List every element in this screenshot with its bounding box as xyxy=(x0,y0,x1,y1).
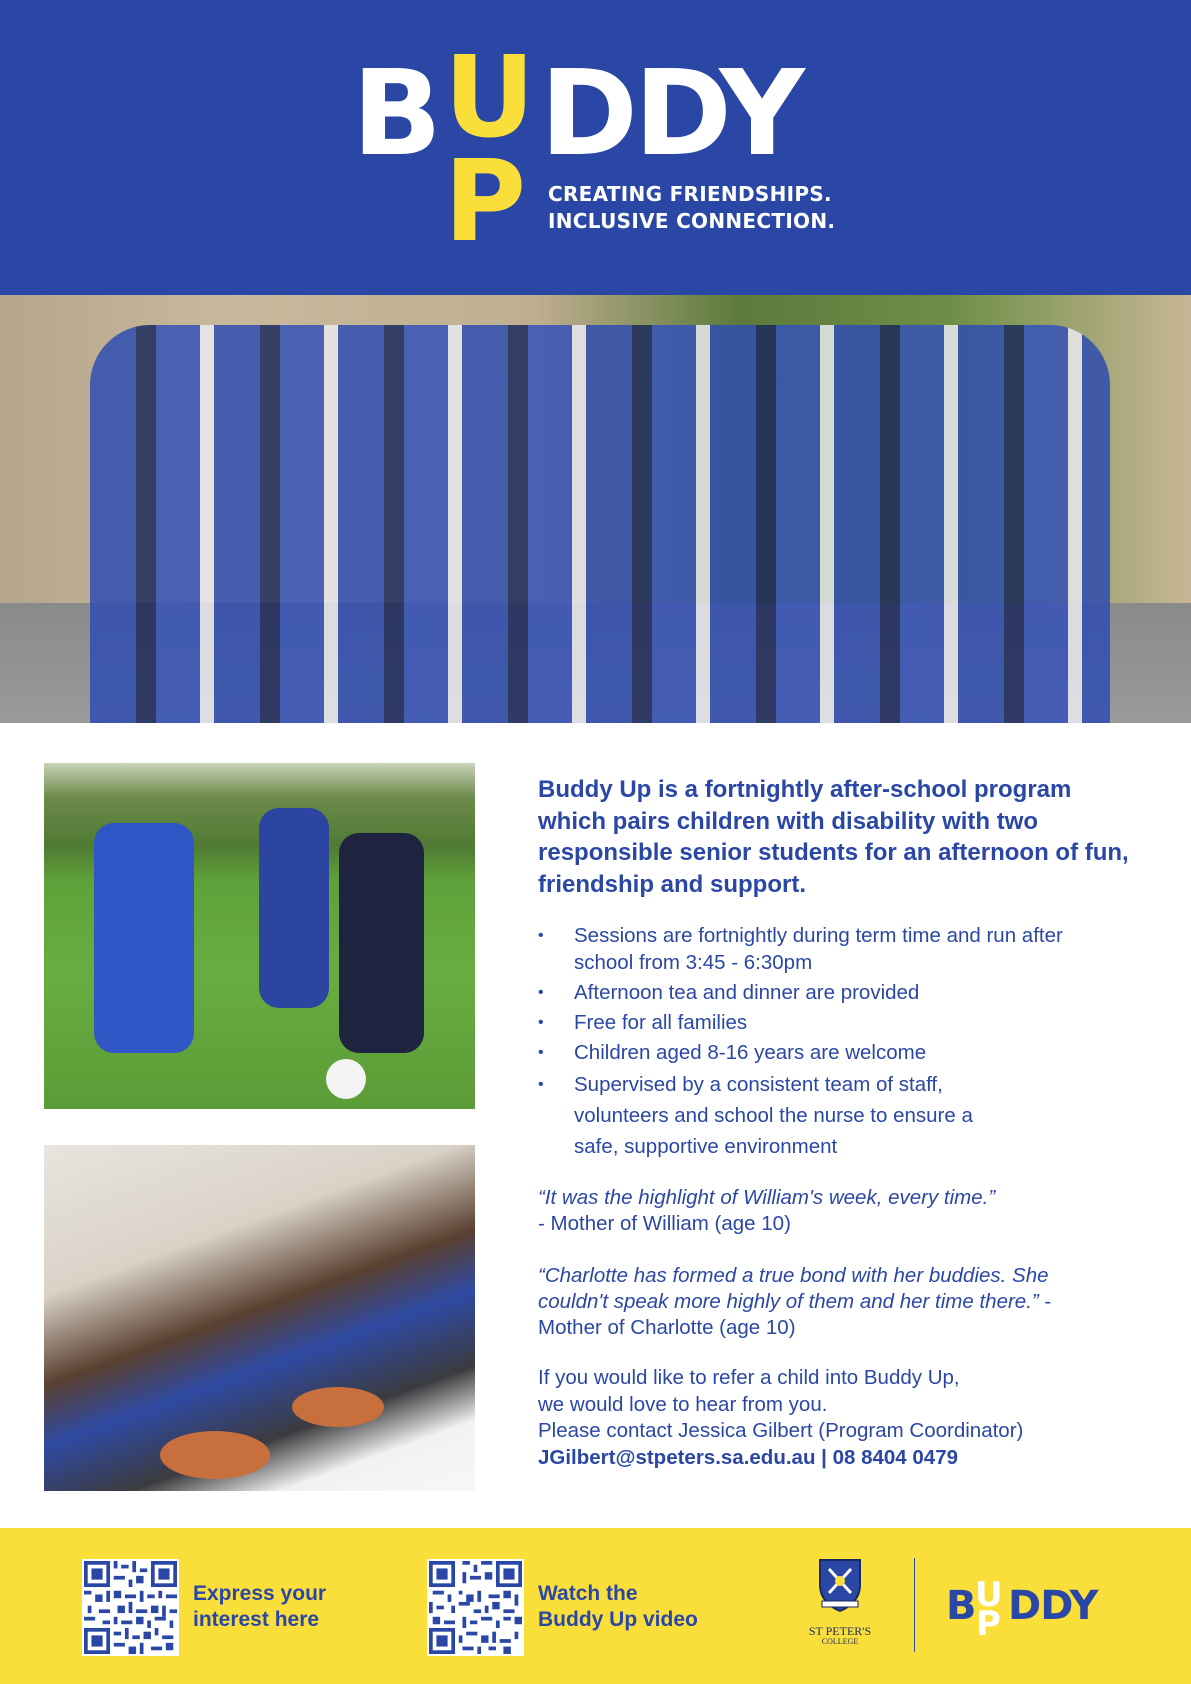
list-item: • Free for all families xyxy=(538,1009,1098,1036)
craft-bowl-2 xyxy=(292,1387,384,1427)
soccer-player-3 xyxy=(339,833,424,1053)
tagline-line-1: CREATING FRIENDSHIPS. xyxy=(548,182,832,206)
logo-letter-b: B xyxy=(352,44,438,182)
footer-divider xyxy=(914,1558,915,1652)
logo-letter-p: P xyxy=(444,137,527,267)
watch-video-line-2: Buddy Up video xyxy=(538,1608,698,1631)
interest-qr-code-icon[interactable] xyxy=(82,1559,179,1656)
express-interest-label xyxy=(193,1581,326,1633)
school-name-sub: COLLEGE xyxy=(821,1637,859,1646)
list-item: • Afternoon tea and dinner are provided xyxy=(538,979,1098,1006)
logo-letters-ddy: DDY xyxy=(540,44,801,182)
tagline xyxy=(548,181,835,235)
group-photo-people xyxy=(90,325,1110,723)
testimonial-charlotte xyxy=(538,1263,1068,1341)
small-logo-letter-b: B xyxy=(946,1583,977,1629)
watch-video-label xyxy=(538,1581,698,1633)
list-item: • Supervised by a consistent team of staff, volunteers and school the nurse to ensure a safe, supportive environment xyxy=(538,1069,994,1162)
soccer-player-2 xyxy=(259,808,329,1008)
contact-line-3: Please contact Jessica Gilbert (Program Coordinator) xyxy=(538,1419,1024,1442)
express-interest-line-1: Express your xyxy=(193,1582,327,1605)
list-item: • Sessions are fortnightly during term time and run after school from 3:45 - 6:30pm xyxy=(538,922,1074,976)
tagline-line-2: INCLUSIVE CONNECTION. xyxy=(548,209,836,233)
soccer-photo xyxy=(44,763,475,1109)
list-item: • Children aged 8-16 years are welcome xyxy=(538,1039,1098,1066)
group-photo xyxy=(0,295,1191,723)
watch-video-line-1: Watch the xyxy=(538,1582,638,1605)
intro-paragraph: Buddy Up is a fortnightly after-school program which pairs children with disability with two responsible senior students for an afternoon of fun, friendship and support. xyxy=(538,776,1129,898)
soccer-ball xyxy=(326,1059,366,1099)
contact-line-2: we would love to hear from you. xyxy=(538,1392,828,1416)
header-banner xyxy=(0,0,1191,295)
video-qr-code-icon[interactable] xyxy=(427,1559,524,1656)
testimonial-attribution: - Mother of Charlotte (age 10) xyxy=(538,1290,1052,1339)
buddy-up-logo-small xyxy=(946,1575,1106,1648)
soccer-player-1 xyxy=(94,823,194,1053)
program-details-list xyxy=(538,922,1098,1165)
small-logo-letter-u: U xyxy=(975,1575,1003,1615)
testimonial-text: “Charlotte has formed a true bond with her buddies. She couldn't speak more highly of them and her time there.” xyxy=(538,1264,1049,1313)
logo-letter-u: U xyxy=(444,33,535,163)
school-crest-icon xyxy=(817,1557,863,1615)
express-interest-line-2: interest here xyxy=(193,1608,320,1631)
contact-details[interactable]: JGilbert@stpeters.sa.edu.au | 08 8404 0479 xyxy=(538,1445,958,1469)
craft-activity-photo xyxy=(44,1145,475,1491)
testimonial-attribution: - Mother of William (age 10) xyxy=(538,1212,791,1235)
craft-bowl-1 xyxy=(160,1431,270,1479)
testimonial-william xyxy=(538,1185,1138,1237)
school-name: ST PETER'S xyxy=(808,1624,872,1638)
contact-line-1: If you would like to refer a child into Buddy Up, xyxy=(538,1366,960,1389)
school-crest xyxy=(800,1557,880,1657)
testimonial-text: “It was the highlight of William's week, every time.” xyxy=(538,1186,996,1209)
small-logo-letters-ddy: DDY xyxy=(1008,1583,1098,1629)
small-logo-letter-p: P xyxy=(976,1604,1001,1644)
contact-section xyxy=(538,1365,1138,1471)
